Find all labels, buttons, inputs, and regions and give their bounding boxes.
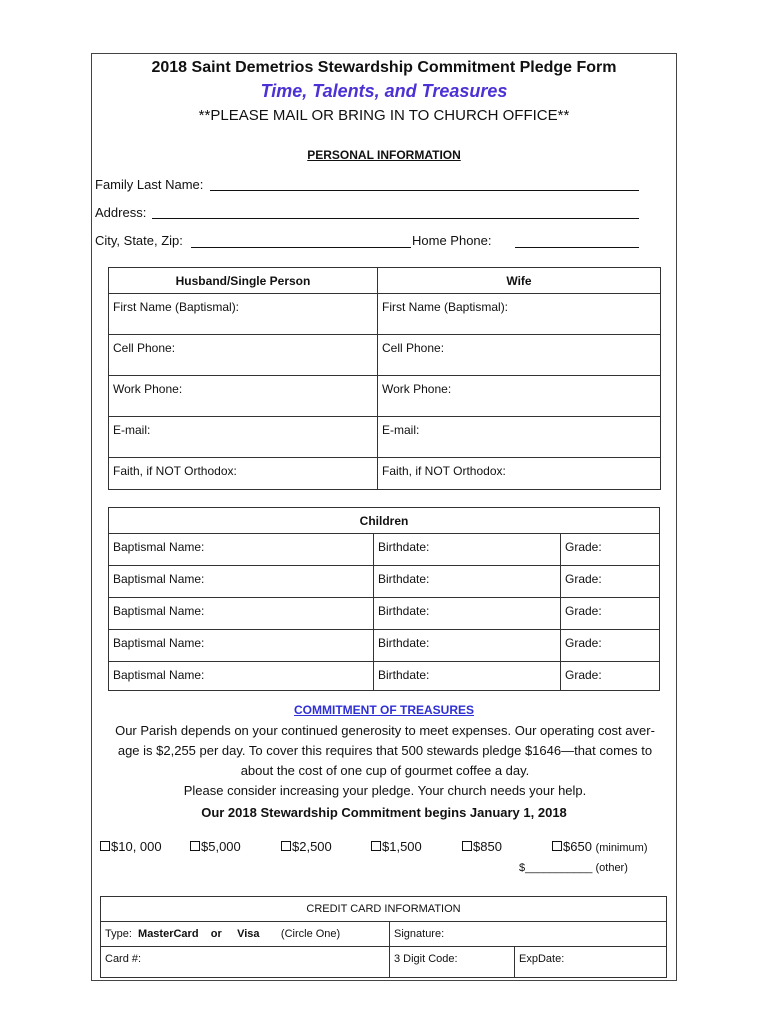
amount-label: $5,000 — [201, 839, 241, 854]
children-table — [108, 507, 660, 691]
personal-info-heading-text: PERSONAL INFORMATION — [307, 148, 461, 162]
children-header: Children — [109, 508, 660, 534]
wife-email-cell[interactable]: E-mail: — [378, 417, 661, 458]
card-type-label: Type: — [105, 928, 132, 940]
child-baptismal-name-cell[interactable]: Baptismal Name: — [109, 566, 374, 598]
circle-one-note: (Circle One) — [280, 928, 341, 940]
exp-date-cell[interactable]: ExpDate: — [515, 947, 667, 978]
child-baptismal-name-cell[interactable]: Baptismal Name: — [109, 630, 374, 662]
form-title: 2018 Saint Demetrios Stewardship Commitment Pledge Form — [151, 59, 617, 76]
city-state-zip-field[interactable] — [191, 247, 411, 248]
family-last-name-label: Family Last Name: — [95, 177, 204, 192]
child-grade-cell[interactable]: Grade: — [561, 566, 660, 598]
table-row — [109, 662, 660, 691]
digit-code-cell[interactable]: 3 Digit Code: — [390, 947, 515, 978]
address-field[interactable] — [152, 218, 639, 219]
table-row — [109, 566, 660, 598]
husband-column-header: Husband/Single Person — [109, 268, 378, 294]
commitment-heading — [91, 703, 677, 717]
card-number-cell[interactable]: Card #: — [101, 947, 390, 978]
amount-option[interactable] — [371, 839, 422, 854]
other-amount-blank[interactable]: $___________ — [519, 862, 593, 874]
credit-card-header: CREDIT CARD INFORMATION — [101, 897, 667, 922]
commitment-begins: Our 2018 Stewardship Commitment begins January 1, 2018 — [201, 805, 567, 820]
wife-faith-cell[interactable]: Faith, if NOT Orthodox: — [378, 458, 661, 490]
wife-work-phone-cell[interactable]: Work Phone: — [378, 376, 661, 417]
checkbox[interactable] — [281, 841, 291, 851]
amount-option[interactable] — [100, 839, 162, 854]
table-row — [109, 630, 660, 662]
commitment-line-4: Please consider increasing your pledge. Your church needs your help. — [183, 783, 587, 798]
table-row — [109, 534, 660, 566]
husband-cell-phone-cell[interactable]: Cell Phone: — [109, 335, 378, 376]
child-grade-cell[interactable]: Grade: — [561, 662, 660, 691]
child-birthdate-cell[interactable]: Birthdate: — [374, 662, 561, 691]
amount-label: $1,500 — [382, 839, 422, 854]
checkbox[interactable] — [371, 841, 381, 851]
checkbox[interactable] — [462, 841, 472, 851]
table-row — [109, 598, 660, 630]
amount-label: $2,500 — [292, 839, 332, 854]
commitment-line-1: Our Parish depends on your continued generosity to meet expenses. Our operating cost aver- — [115, 723, 655, 738]
child-grade-cell[interactable]: Grade: — [561, 534, 660, 566]
wife-column-header: Wife — [378, 268, 661, 294]
minimum-note: (minimum) — [595, 842, 648, 854]
husband-faith-cell[interactable]: Faith, if NOT Orthodox: — [109, 458, 378, 490]
amount-label: $10, 000 — [111, 839, 162, 854]
visa-option[interactable]: Visa — [237, 928, 260, 940]
checkbox[interactable] — [190, 841, 200, 851]
amount-option[interactable] — [552, 839, 648, 854]
wife-cell-phone-cell[interactable]: Cell Phone: — [378, 335, 661, 376]
amount-label: $650 — [563, 839, 592, 854]
home-phone-field[interactable] — [515, 247, 639, 248]
wife-first-name-cell[interactable]: First Name (Baptismal): — [378, 294, 661, 335]
personal-info-heading — [91, 148, 677, 162]
credit-card-table — [100, 896, 667, 978]
checkbox[interactable] — [100, 841, 110, 851]
checkbox[interactable] — [552, 841, 562, 851]
husband-email-cell[interactable]: E-mail: — [109, 417, 378, 458]
or-text: or — [210, 928, 222, 940]
family-last-name-field[interactable] — [210, 190, 639, 191]
child-baptismal-name-cell[interactable]: Baptismal Name: — [109, 662, 374, 691]
child-birthdate-cell[interactable]: Birthdate: — [374, 598, 561, 630]
mail-notice: **PLEASE MAIL OR BRING IN TO CHURCH OFFICE** — [198, 107, 570, 124]
commitment-paragraph — [93, 721, 677, 801]
child-birthdate-cell[interactable]: Birthdate: — [374, 566, 561, 598]
child-grade-cell[interactable]: Grade: — [561, 630, 660, 662]
commitment-line-3: about the cost of one cup of gourmet coffee a day. — [240, 763, 530, 778]
child-birthdate-cell[interactable]: Birthdate: — [374, 534, 561, 566]
card-type-cell[interactable] — [101, 922, 390, 947]
mastercard-option[interactable]: MasterCard — [138, 928, 199, 940]
husband-work-phone-cell[interactable]: Work Phone: — [109, 376, 378, 417]
child-grade-cell[interactable]: Grade: — [561, 598, 660, 630]
amount-option[interactable] — [281, 839, 332, 854]
city-state-zip-label: City, State, Zip: — [95, 233, 183, 248]
other-note: (other) — [595, 862, 628, 874]
home-phone-label: Home Phone: — [412, 233, 492, 248]
form-subtitle: Time, Talents, and Treasures — [260, 81, 508, 101]
amount-option[interactable] — [190, 839, 241, 854]
address-label: Address: — [95, 205, 147, 220]
amount-label: $850 — [473, 839, 502, 854]
signature-cell[interactable]: Signature: — [390, 922, 667, 947]
child-baptismal-name-cell[interactable]: Baptismal Name: — [109, 534, 374, 566]
commitment-heading-text: COMMITMENT OF TREASURES — [294, 703, 474, 717]
spouse-table — [108, 267, 661, 490]
child-birthdate-cell[interactable]: Birthdate: — [374, 630, 561, 662]
other-amount[interactable] — [519, 862, 628, 874]
husband-first-name-cell[interactable]: First Name (Baptismal): — [109, 294, 378, 335]
commitment-line-2: age is $2,255 per day. To cover this requires that 500 stewards pledge $1646—that comes to — [117, 743, 653, 758]
amount-option[interactable] — [462, 839, 502, 854]
child-baptismal-name-cell[interactable]: Baptismal Name: — [109, 598, 374, 630]
